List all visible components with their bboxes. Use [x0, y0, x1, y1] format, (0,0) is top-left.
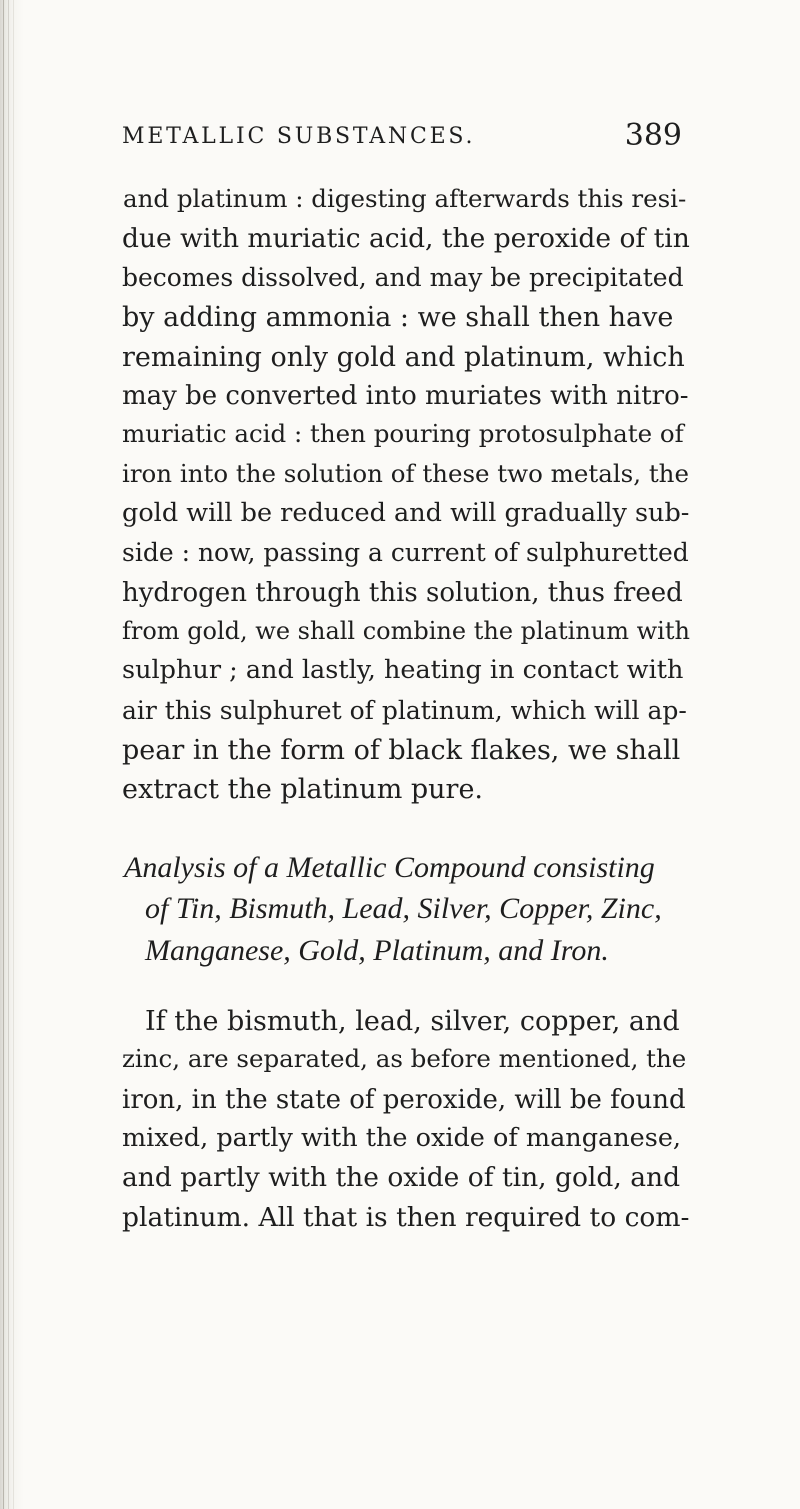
text-line: mixed, partly with the oxide of manganese, [122, 1123, 682, 1153]
section-heading-line: of Tin, Bismuth, Lead, Silver, Copper, Zinc, [145, 892, 662, 925]
text-line: sulphur ; and lastly, heating in contact with [122, 655, 684, 685]
text-line: gold will be reduced and will gradually sub- [122, 498, 690, 528]
section-heading-line: Analysis of a Metallic Compound consisting [124, 851, 655, 884]
running-head [122, 118, 682, 168]
text-line: remaining only gold and platinum, which [122, 342, 685, 373]
text-line: and platinum : digesting afterwards this resi- [123, 184, 687, 213]
text-line: may be converted into muriates with nitro- [122, 381, 689, 411]
text-line: platinum. All that is then required to com- [122, 1202, 690, 1233]
text-line: from gold, we shall combine the platinum with [122, 617, 690, 645]
text-line: muriatic acid : then pouring protosulphate of [122, 419, 684, 448]
text-line: and partly with the oxide of tin, gold, and [122, 1162, 681, 1193]
text-line: due with muriatic acid, the peroxide of tin [122, 223, 690, 254]
text-line: If the bismuth, lead, silver, copper, and [145, 1006, 680, 1037]
text-line: becomes dissolved, and may be precipitated [122, 263, 684, 292]
text-line: side : now, passing a current of sulphuretted [122, 538, 689, 567]
page-number: 389 [624, 118, 682, 153]
text-line: iron, in the state of peroxide, will be found [122, 1085, 686, 1115]
section-heading-line: Manganese, Gold, Platinum, and Iron. [145, 934, 609, 967]
text-line: hydrogen through this solution, thus freed [122, 578, 683, 608]
text-line: extract the platinum pure. [122, 774, 484, 805]
text-line: zinc, are separated, as before mentioned, the [122, 1044, 687, 1073]
text-line: by adding ammonia : we shall then have [122, 302, 674, 333]
text-line: air this sulphuret of platinum, which will ap- [122, 696, 687, 725]
running-head-title: METALLIC SUBSTANCES. [122, 124, 476, 149]
text-line: pear in the form of black flakes, we shall [122, 735, 681, 766]
text-line: iron into the solution of these two metals, the [122, 459, 689, 488]
